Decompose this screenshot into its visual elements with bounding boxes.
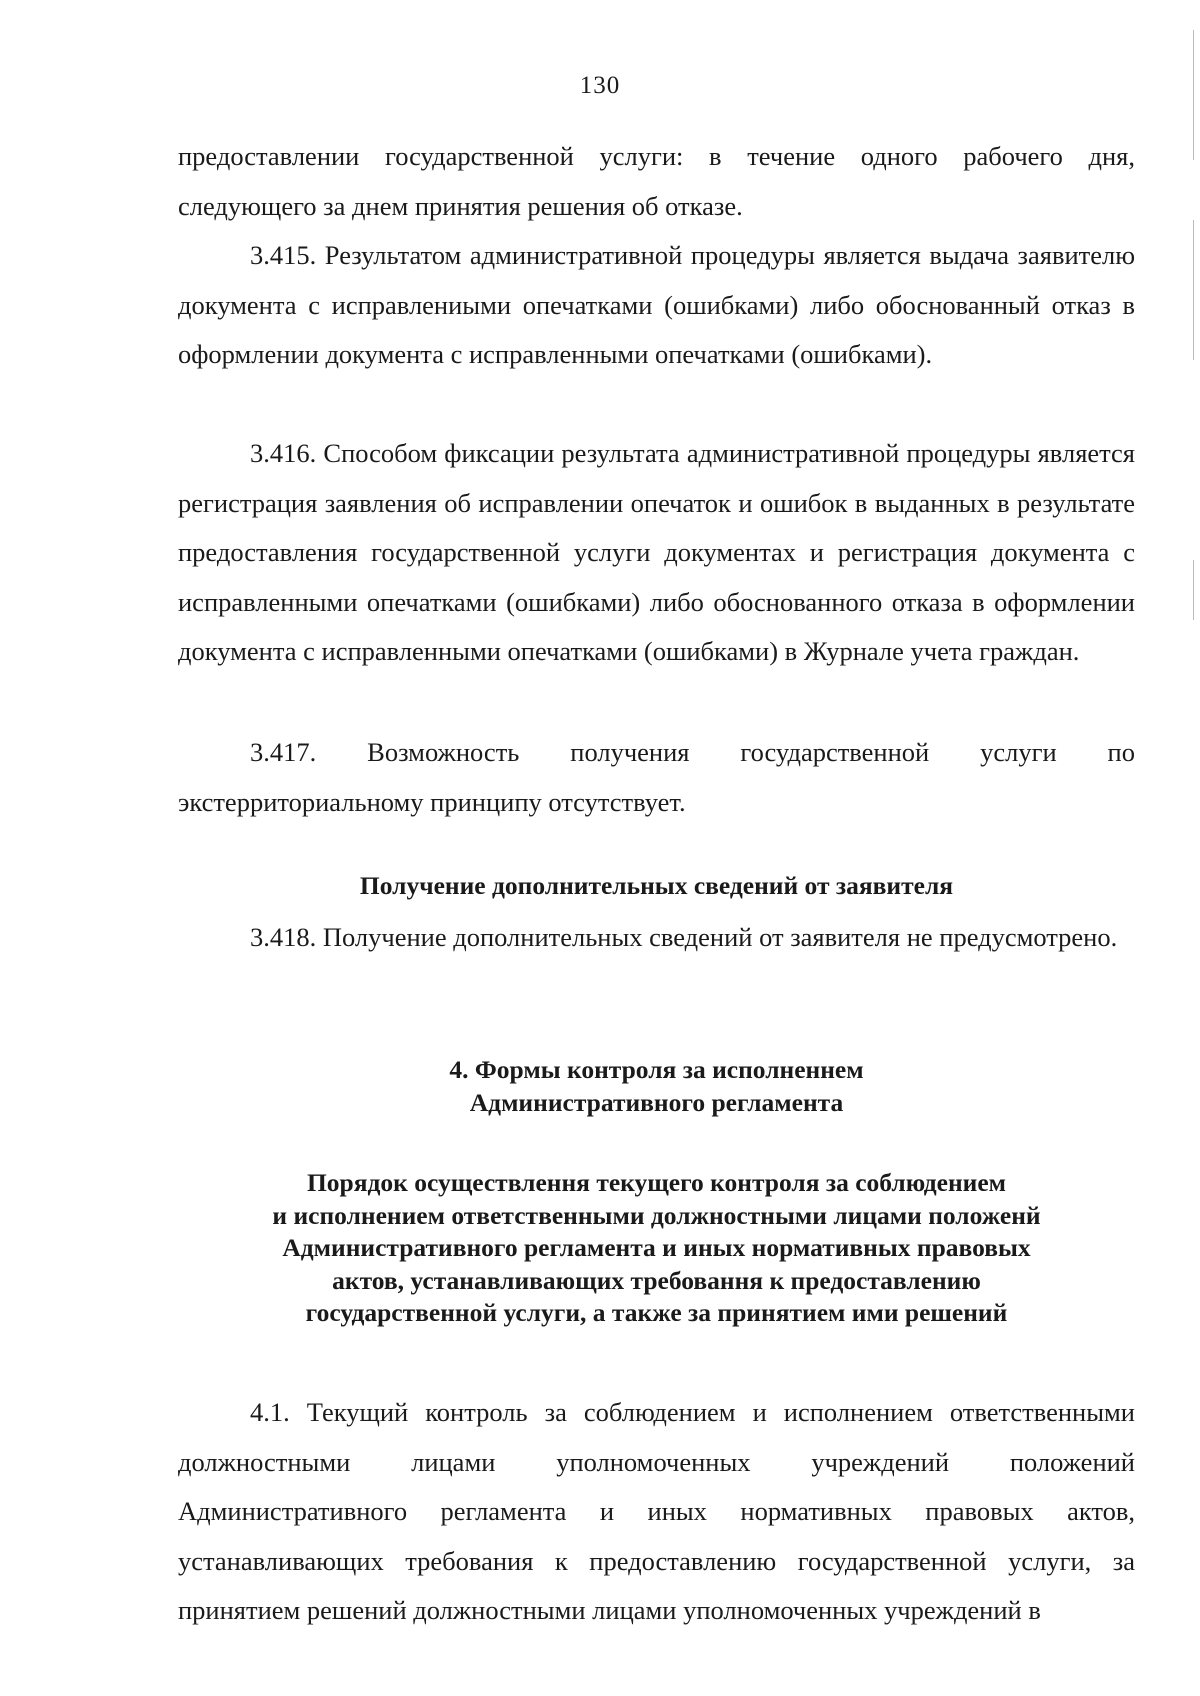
section-4-heading-line: 4. Формы контроля за исполненнем [449,1055,864,1084]
procedure-heading-line: Порядок осуществлення текущего контроля за соблюдением [306,1168,1007,1197]
procedure-heading-line: государственной услуги, а также за принятием ими решений [305,1298,1008,1328]
scan-edge-line [1193,220,1194,360]
section-4-heading [178,1054,1135,1119]
paragraph-continuation: предоставлении государственной услуги: в течение одного рабочего дня, следующего за днем принятия решения об отказе. [178,141,1135,221]
scan-edge-line [1193,560,1194,620]
paragraph-3-416: 3.416. Способом фиксации результата административной процедуры является регистрация заявления об исправлении опечаток и ошибок в выданных в результате предоставления государственной услуги документах и регистрация документа с исправленными опечатками (ошибками) либо обоснованного отказа в оформлении документа с исправленными опечатками (ошибками) в Журнале учета граждан. [178,438,1135,667]
paragraph-3-415: 3.415. Результатом административной процедуры является выдача заявителю документа с исправлениыми опечатками (ошибками) либо обоснованный отказ в оформлении документа с исправленными опечатками (ошибками). [178,240,1135,370]
section-4-heading-line: Административного регламента [469,1087,844,1117]
paragraph-3-418: 3.418. Получение дополнительных сведений от заявителя не предусмотрено. [250,922,1118,952]
procedure-heading-line: актов, устанавливающих требовання к предоставлению [332,1265,981,1295]
heading-additional-info: Получение дополнительных сведений от заявителя [359,871,954,900]
scan-edge-line [1193,30,1194,160]
procedure-heading-line: и исполнением ответственными должностными лицами положенй [272,1200,1041,1230]
page-number: 130 [579,72,621,99]
procedure-heading-line: Административного регламента и иных нормативных правовых [282,1233,1031,1263]
procedure-heading [178,1167,1135,1330]
paragraph-3-417: 3.417. Возможность получения государственной услуги по экстерриториальному принципу отсутствует. [178,737,1135,817]
paragraph-4-1: 4.1. Текущий контроль за соблюдением и исполнением ответственными должностными лицами уполномоченных учреждений положений Административного регламента и иных нормативных правовых актов, устанавливающих требования к предоставлению государственной услуги, за принятием решений должностными лицами уполномоченных учреждений в [178,1397,1135,1626]
